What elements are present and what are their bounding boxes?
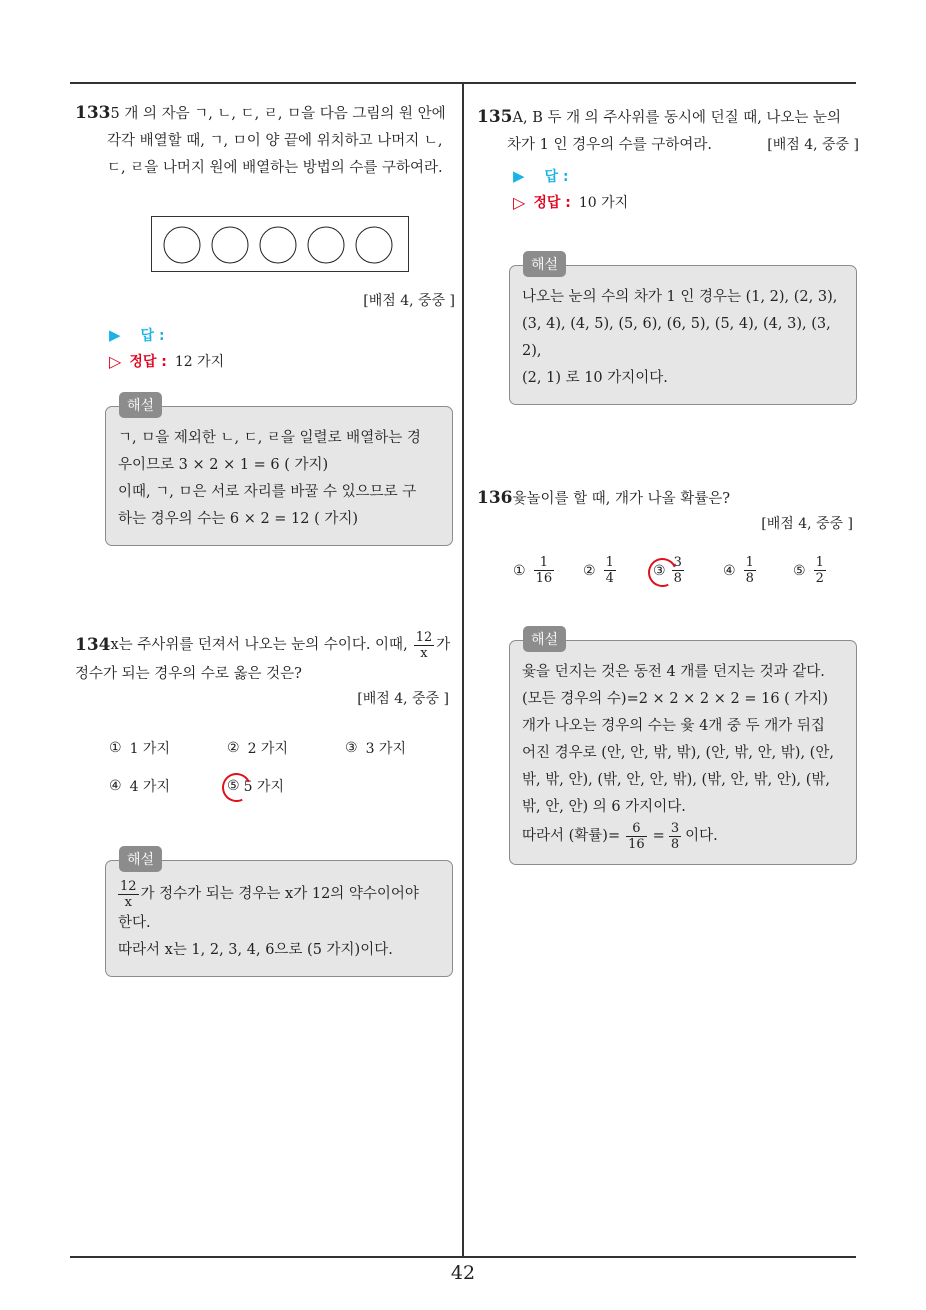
explanation-line: 개가 나오는 경우의 수는 윷 4개 중 두 개가 뒤집 <box>522 718 825 734</box>
filled-triangle-icon: ▶ <box>109 326 121 344</box>
page-number: 42 <box>450 1262 476 1284</box>
option-text: 2 가지 <box>247 741 288 757</box>
explanation-line: 밖, 밖, 안), (밖, 안, 안, 밖), (밖, 안, 밖, 안), (밖, <box>522 772 831 788</box>
fraction-denominator: 4 <box>605 571 614 586</box>
question-text-line: x는 주사위를 던져서 나오는 눈의 수이다. 이때, <box>110 637 408 653</box>
correct-answer-line <box>109 348 455 374</box>
score-label: [배점 4, 중중 ] <box>761 516 853 532</box>
correct-answer-label: 정답 : <box>129 354 167 370</box>
five-circles-figure <box>152 217 408 271</box>
explanation-line: 가 정수가 되는 경우는 x가 12의 약수이어야 <box>140 886 419 902</box>
explanation-134 <box>105 852 453 977</box>
options-134 <box>109 738 455 808</box>
filled-triangle-icon: ▶ <box>513 167 525 185</box>
option-3-selected[interactable] <box>653 555 723 586</box>
answer-label: 답 : <box>544 169 569 185</box>
fraction-numerator: 12 <box>120 879 137 894</box>
option-3[interactable] <box>345 738 406 758</box>
fraction-denominator: 8 <box>670 837 680 852</box>
correct-answer-line <box>513 189 859 215</box>
fraction-denominator: 16 <box>535 571 553 586</box>
correct-answer-value: 12 가지 <box>174 354 225 370</box>
fraction-numerator: 1 <box>815 555 824 570</box>
left-column <box>75 100 455 977</box>
question-number: 134 <box>75 635 111 655</box>
explanation-tag: 해설 <box>523 251 566 277</box>
fraction <box>814 555 826 586</box>
option-marker: ③ <box>345 740 358 756</box>
option-marker: ① <box>513 562 526 579</box>
question-136 <box>477 485 859 865</box>
explanation-line: 어진 경우로 (안, 안, 밖, 밖), (안, 밖, 안, 밖), (안, <box>522 745 834 761</box>
question-133 <box>75 100 455 546</box>
explanation-tag: 해설 <box>119 392 162 418</box>
option-marker: ② <box>583 562 596 579</box>
fraction-denominator: 8 <box>673 571 682 586</box>
explanation-line: 윷을 던지는 것은 동전 4 개를 던지는 것과 같다. <box>522 664 825 680</box>
explanation-box <box>509 640 857 865</box>
option-text: 5 가지 <box>243 779 284 795</box>
explanation-line: ㄱ, ㅁ을 제외한 ㄴ, ㄷ, ㄹ을 일렬로 배열하는 경 <box>118 430 421 446</box>
option-marker: ④ <box>723 562 736 579</box>
fraction-numerator: 3 <box>670 821 680 836</box>
fraction-numerator: 12 <box>415 630 433 645</box>
question-text-line: 차가 1 인 경우의 수를 구하여라. <box>507 137 712 153</box>
option-marker: ① <box>109 740 122 756</box>
explanation-line: 따라서 (확률)= <box>522 828 621 844</box>
bottom-rule <box>70 1256 856 1258</box>
option-2[interactable] <box>583 555 653 586</box>
answer-line <box>109 322 455 348</box>
fraction <box>626 821 647 852</box>
question-text-line: 가 <box>436 637 451 653</box>
question-text-line: 각각 배열할 때, ㄱ, ㅁ이 양 끝에 위치하고 나머지 ㄴ, <box>107 133 443 149</box>
score-label: [배점 4, 중중 ] <box>767 137 859 153</box>
fraction <box>414 630 435 661</box>
fraction-numerator: 1 <box>745 555 754 570</box>
fraction <box>744 555 756 586</box>
option-text: 4 가지 <box>129 779 170 795</box>
options-136 <box>513 555 859 586</box>
explanation-line: 따라서 x는 1, 2, 3, 4, 6으로 (5 가지)이다. <box>118 942 393 958</box>
fraction-denominator: 16 <box>628 837 645 852</box>
explanation-tag: 해설 <box>523 626 566 652</box>
option-4[interactable] <box>109 776 170 796</box>
option-text: 3 가지 <box>365 741 406 757</box>
correct-answer-value: 10 가지 <box>578 195 629 211</box>
explanation-box <box>105 406 453 546</box>
circle-diagram <box>151 216 409 272</box>
fraction-numerator: 1 <box>534 555 555 571</box>
open-triangle-icon: ▷ <box>109 351 122 371</box>
answer-label: 답 : <box>140 328 165 344</box>
explanation-133 <box>105 398 453 546</box>
explanation-line: 이다. <box>685 828 718 844</box>
question-number: 136 <box>477 488 513 508</box>
score-label: [배점 4, 중중 ] <box>357 691 449 707</box>
question-text-line: 윷놀이를 할 때, 개가 나올 확률은? <box>512 491 731 507</box>
option-4[interactable] <box>723 555 793 586</box>
explanation-line: 나오는 눈의 수의 차가 1 인 경우는 (1, 2), (2, 3), <box>522 289 838 305</box>
question-134 <box>75 630 455 977</box>
question-text-line: 정수가 되는 경우의 수로 옳은 것은? <box>75 666 302 682</box>
correct-answer-label: 정답 : <box>533 195 571 211</box>
fraction-numerator: 6 <box>626 821 647 837</box>
option-5[interactable] <box>793 555 853 586</box>
fraction <box>534 555 555 586</box>
question-text-line: ㄷ, ㄹ을 나머지 원에 배열하는 방법의 수를 구하여라. <box>107 160 443 176</box>
option-5-selected[interactable] <box>227 776 284 796</box>
column-divider <box>462 83 464 1258</box>
fraction-numerator: 1 <box>605 555 614 570</box>
question-number: 135 <box>477 107 513 127</box>
question-text-line: A, B 두 개 의 주사위를 동시에 던질 때, 나오는 눈의 <box>512 110 842 126</box>
explanation-tag: 해설 <box>119 846 162 872</box>
option-marker: ③ <box>653 562 666 579</box>
explanation-line: (3, 4), (4, 5), (5, 6), (6, 5), (5, 4), (4, 3), (3, 2), <box>522 316 831 359</box>
fraction <box>118 879 139 910</box>
fraction-denominator: 2 <box>815 571 824 586</box>
explanation-135 <box>509 257 857 405</box>
explanation-line: 밖, 안, 안) 의 6 가지이다. <box>522 799 686 815</box>
question-text-line: 5 개 의 자음 ㄱ, ㄴ, ㄷ, ㄹ, ㅁ을 다음 그림의 원 안에 <box>110 106 446 122</box>
explanation-line: 우이므로 3 × 2 × 1 = 6 ( 가지) <box>118 457 329 473</box>
question-number: 133 <box>75 103 111 123</box>
right-column <box>477 104 859 865</box>
explanation-line: (2, 1) 로 10 가지이다. <box>522 370 668 386</box>
fraction-denominator: x <box>420 646 428 661</box>
fraction-denominator: 8 <box>745 571 754 586</box>
equals-sign: = <box>652 828 665 844</box>
option-marker: ④ <box>109 778 122 794</box>
answer-line <box>513 163 859 189</box>
option-2[interactable] <box>227 738 288 758</box>
explanation-line: 하는 경우의 수는 6 × 2 = 12 ( 가지) <box>118 511 359 527</box>
option-text: 1 가지 <box>129 741 170 757</box>
option-1[interactable] <box>109 738 170 758</box>
score-label: [배점 4, 중중 ] <box>363 293 455 309</box>
option-marker: ⑤ <box>793 562 806 579</box>
option-marker: ⑤ <box>227 778 240 794</box>
selected-answer-circle-icon <box>227 778 240 794</box>
explanation-line: 한다. <box>118 915 151 931</box>
fraction <box>669 821 681 852</box>
option-1[interactable] <box>513 555 583 586</box>
fraction <box>604 555 616 586</box>
explanation-line: (모든 경우의 수)=2 × 2 × 2 × 2 = 16 ( 가지) <box>522 691 829 707</box>
fraction-numerator: 3 <box>673 555 682 570</box>
question-135 <box>477 104 859 405</box>
selected-answer-circle-icon <box>653 563 666 579</box>
explanation-box <box>105 860 453 977</box>
open-triangle-icon: ▷ <box>513 192 526 212</box>
fraction-denominator: x <box>124 895 132 910</box>
explanation-line: 이때, ㄱ, ㅁ은 서로 자리를 바꿀 수 있으므로 구 <box>118 484 417 500</box>
option-marker: ② <box>227 740 240 756</box>
explanation-136 <box>509 632 857 865</box>
explanation-box <box>509 265 857 405</box>
